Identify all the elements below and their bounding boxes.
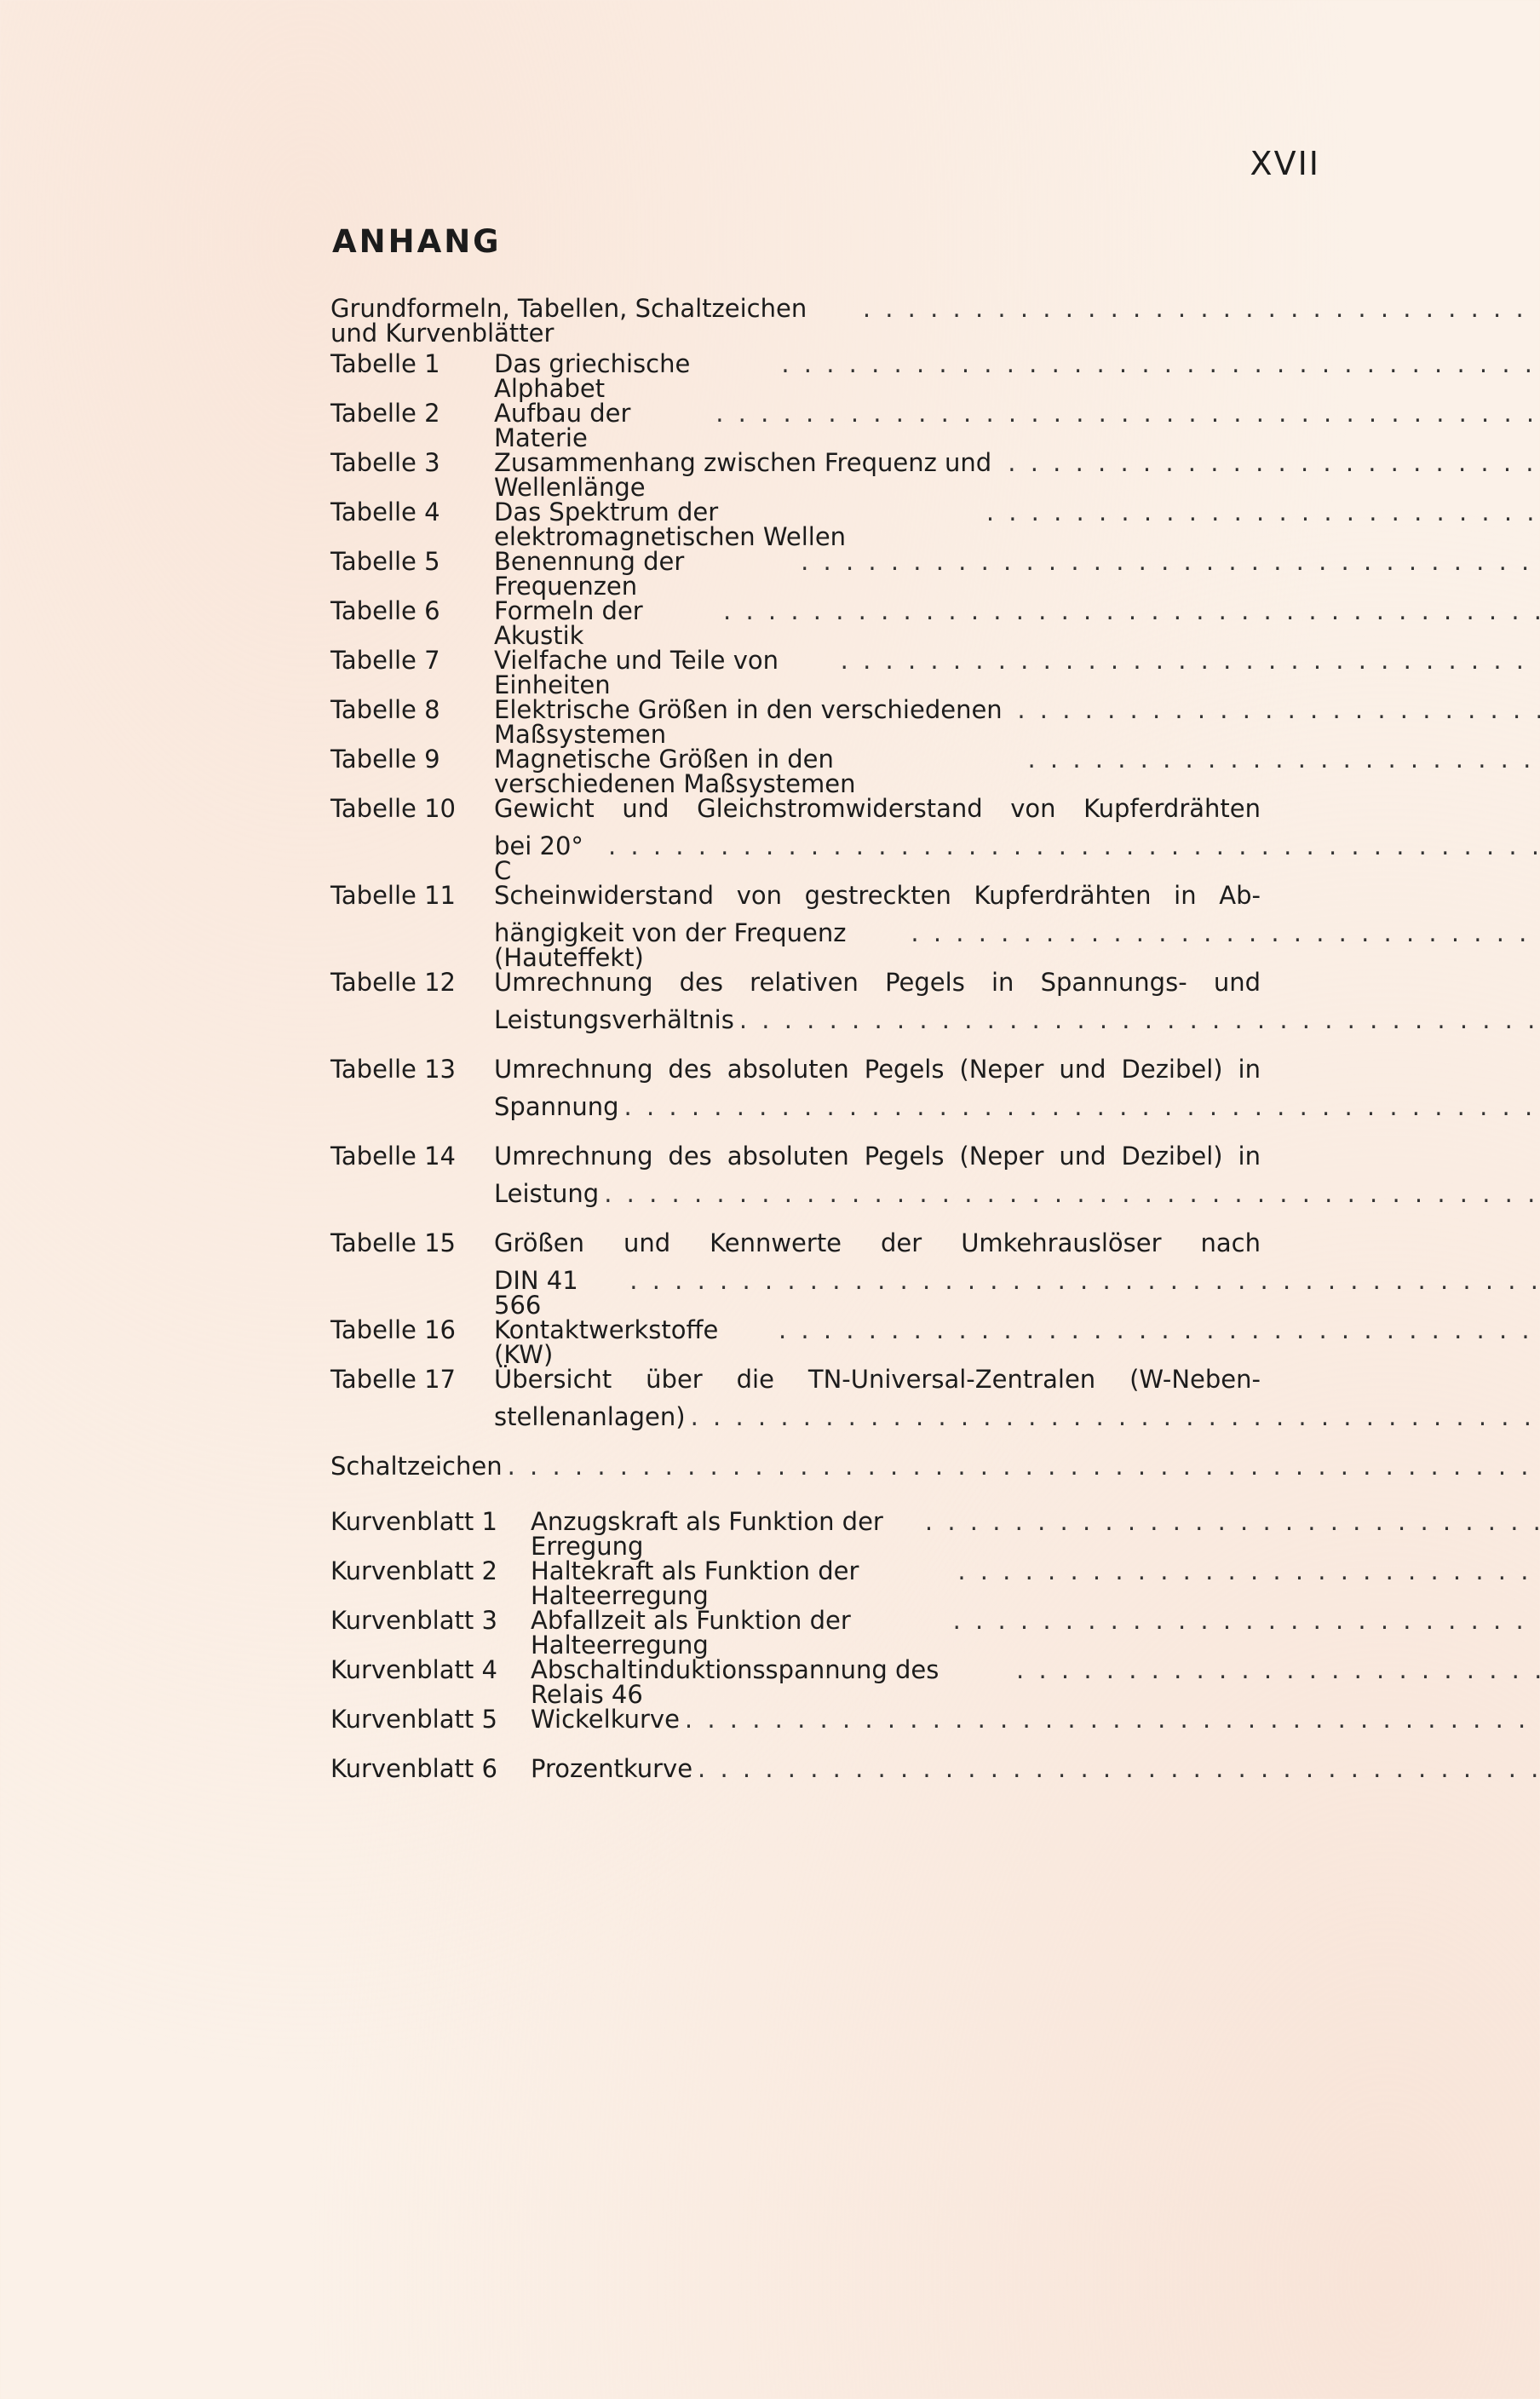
toc-entry-kurvenblatt[interactable] — [330, 1707, 1315, 1757]
toc-entry-title: Grundformeln, Tabellen, Schaltzeichen und Kurvenblätter — [330, 294, 807, 348]
table-of-contents — [330, 296, 1315, 1806]
toc-entry-title: Formeln der Akustik — [494, 596, 643, 650]
toc-entry-table[interactable] — [330, 1367, 1315, 1454]
toc-entry-title: Abschaltinduktionsspannung des Relais 46 — [531, 1655, 940, 1709]
toc-entry-title: Kontaktwerkstoffe (KW) — [494, 1315, 719, 1369]
toc-entry-table[interactable] — [330, 970, 1315, 1057]
dot-leader — [1008, 451, 1540, 475]
toc-entry-title: Schaltzeichen — [330, 1452, 503, 1481]
toc-entry-label: Tabelle 16 — [330, 1315, 457, 1344]
toc-entry-title: Prozentkurve — [531, 1754, 693, 1783]
toc-entry-title: Zusammenhang zwischen Frequenz und Wellenlänge — [494, 448, 992, 502]
toc-entry-table[interactable] — [330, 794, 1315, 885]
toc-entry-kurvenblatt[interactable] — [330, 1754, 1315, 1806]
toc-entry-label: Tabelle 5 — [330, 547, 440, 576]
dot-leader — [715, 401, 1540, 426]
dot-leader — [801, 549, 1540, 574]
dot-leader — [608, 834, 1540, 859]
toc-entry-title: Leistungsverhältnis — [494, 1005, 734, 1034]
toc-entry-kurvenblatt[interactable] — [330, 1655, 1315, 1709]
dot-leader — [911, 921, 1540, 946]
toc-entry-label: Tabelle 8 — [330, 695, 440, 724]
toc-entry-label: Tabelle 9 — [330, 745, 440, 774]
toc-entry-label: Tabelle 6 — [330, 596, 440, 625]
dot-leader — [986, 500, 1540, 525]
dot-leader — [604, 1182, 1540, 1206]
toc-entry-title: Vielfache und Teile von Einheiten — [494, 646, 779, 699]
dot-leader — [779, 1318, 1540, 1343]
toc-entry-title: Umrechnung des absoluten Pegels (Neper und Dezibel) in — [494, 1142, 1261, 1171]
toc-entry-title: Das griechische Alphabet — [494, 349, 691, 403]
toc-entry-title: Das Spektrum der elektromagnetischen Wellen — [494, 498, 847, 551]
toc-entry-title: Magnetische Größen in den verschiedenen Maßsystemen — [494, 745, 856, 798]
toc-entry-label: Tabelle 3 — [330, 448, 440, 477]
toc-entry-title: Aufbau der Materie — [494, 399, 631, 452]
toc-entry-title: DIN 41 566 — [494, 1266, 578, 1320]
dot-leader — [953, 1608, 1540, 1633]
toc-entry-schaltzeichen[interactable] — [330, 1454, 1315, 1510]
dot-leader — [508, 1454, 1540, 1479]
dot-leader — [781, 352, 1540, 377]
dot-leader — [1027, 747, 1540, 772]
toc-entry-title: Gewicht und Gleichstromwiderstand von Kupferdrähten — [494, 794, 1261, 823]
toc-entry-label: Tabelle 14 — [330, 1142, 457, 1171]
toc-entry-title: Elektrische Größen in den verschiedenen Maßsystemen — [494, 695, 1003, 749]
dot-leader — [629, 1269, 1540, 1293]
toc-entry-label: Tabelle 12 — [330, 968, 457, 997]
toc-entry-table[interactable] — [330, 500, 1315, 549]
toc-entry-table[interactable] — [330, 448, 1315, 502]
toc-entry-title: Benennung der Frequenzen — [494, 547, 685, 601]
toc-entry-table[interactable] — [330, 695, 1315, 749]
dot-leader — [691, 1405, 1540, 1430]
toc-entry-kurvenblatt[interactable] — [330, 1507, 1315, 1561]
toc-entry-label: Kurvenblatt 3 — [330, 1606, 497, 1635]
toc-entry-title: bei 20° C — [494, 831, 583, 885]
kurvenblaetter-list — [330, 1507, 1315, 1806]
dot-leader — [957, 1559, 1540, 1584]
toc-entry-title: Anzugskraft als Funktion der Erregung — [531, 1507, 883, 1561]
toc-entry-label: Tabelle 10 — [330, 794, 457, 823]
dot-leader — [698, 1757, 1540, 1781]
toc-entry-label: Tabelle 17 — [330, 1365, 457, 1394]
toc-entry-table[interactable] — [330, 747, 1315, 797]
toc-entry-label: Tabelle 1 — [330, 349, 440, 378]
page-number: XVII — [1250, 145, 1320, 182]
toc-entry-label: Tabelle 13 — [330, 1055, 457, 1084]
toc-entry-title: stellenanlagen) — [494, 1402, 686, 1431]
dot-leader — [624, 1095, 1540, 1119]
toc-entry-title: hängigkeit von der Frequenz (Hauteffekt) — [494, 918, 847, 972]
toc-entry-table[interactable] — [330, 648, 1315, 698]
toc-entry-kurvenblatt[interactable] — [330, 1608, 1315, 1658]
toc-entry-title: Übersicht über die TN-Universal-Zentralen (W-Neben- — [494, 1365, 1261, 1394]
toc-entry-label: Kurvenblatt 4 — [330, 1655, 497, 1684]
toc-entry-title: Leistung — [494, 1179, 600, 1208]
toc-entry-label: Kurvenblatt 5 — [330, 1705, 497, 1734]
toc-entry-title: Umrechnung des relativen Pegels in Spannungs- und — [494, 968, 1261, 997]
toc-entry-title: Umrechnung des absoluten Pegels (Neper und Dezibel) in — [494, 1055, 1261, 1084]
toc-entry-title: Haltekraft als Funktion der Halteerregung — [531, 1556, 859, 1610]
tables-list — [330, 349, 1315, 1454]
dot-leader — [863, 296, 1540, 321]
toc-entry-label: Tabelle 7 — [330, 646, 440, 675]
toc-entry-label: Tabelle 11 — [330, 881, 457, 910]
dot-leader — [739, 1008, 1540, 1033]
toc-entry-table[interactable] — [330, 1057, 1315, 1144]
dot-leader — [841, 648, 1540, 673]
toc-entry-label: Kurvenblatt 2 — [330, 1556, 497, 1585]
toc-entry-table[interactable] — [330, 1228, 1315, 1320]
dot-leader — [685, 1707, 1540, 1732]
toc-entry-label: Tabelle 15 — [330, 1228, 457, 1257]
toc-entry-label: Tabelle 2 — [330, 399, 440, 428]
toc-entry-intro[interactable] — [330, 296, 1315, 352]
toc-entry-label: Kurvenblatt 6 — [330, 1754, 497, 1783]
toc-entry-table[interactable] — [330, 1315, 1315, 1369]
toc-entry-table[interactable] — [330, 596, 1315, 650]
dot-leader — [723, 599, 1540, 624]
toc-entry-title: Größen und Kennwerte der Umkehrauslöser nach — [494, 1228, 1261, 1257]
toc-entry-table[interactable] — [330, 883, 1315, 970]
toc-entry-table[interactable] — [330, 349, 1315, 403]
toc-entry-title: Wickelkurve — [531, 1705, 680, 1734]
toc-entry-table[interactable] — [330, 549, 1315, 599]
toc-entry-table[interactable] — [330, 401, 1315, 451]
toc-entry-label: Tabelle 4 — [330, 498, 440, 526]
dot-leader — [925, 1510, 1540, 1534]
toc-entry-title: Scheinwiderstand von gestreckten Kupferdrähten in Ab- — [494, 881, 1261, 910]
toc-entry-label: Kurvenblatt 1 — [330, 1507, 497, 1536]
section-title: ANHANG — [332, 223, 502, 260]
toc-entry-title: Abfallzeit als Funktion der Halteerregung — [531, 1606, 851, 1660]
dot-leader — [1017, 698, 1540, 722]
toc-entry-table[interactable] — [330, 1144, 1315, 1231]
dot-leader — [1016, 1658, 1540, 1683]
toc-entry-kurvenblatt[interactable] — [330, 1556, 1315, 1610]
toc-entry-title: Spannung — [494, 1092, 619, 1121]
